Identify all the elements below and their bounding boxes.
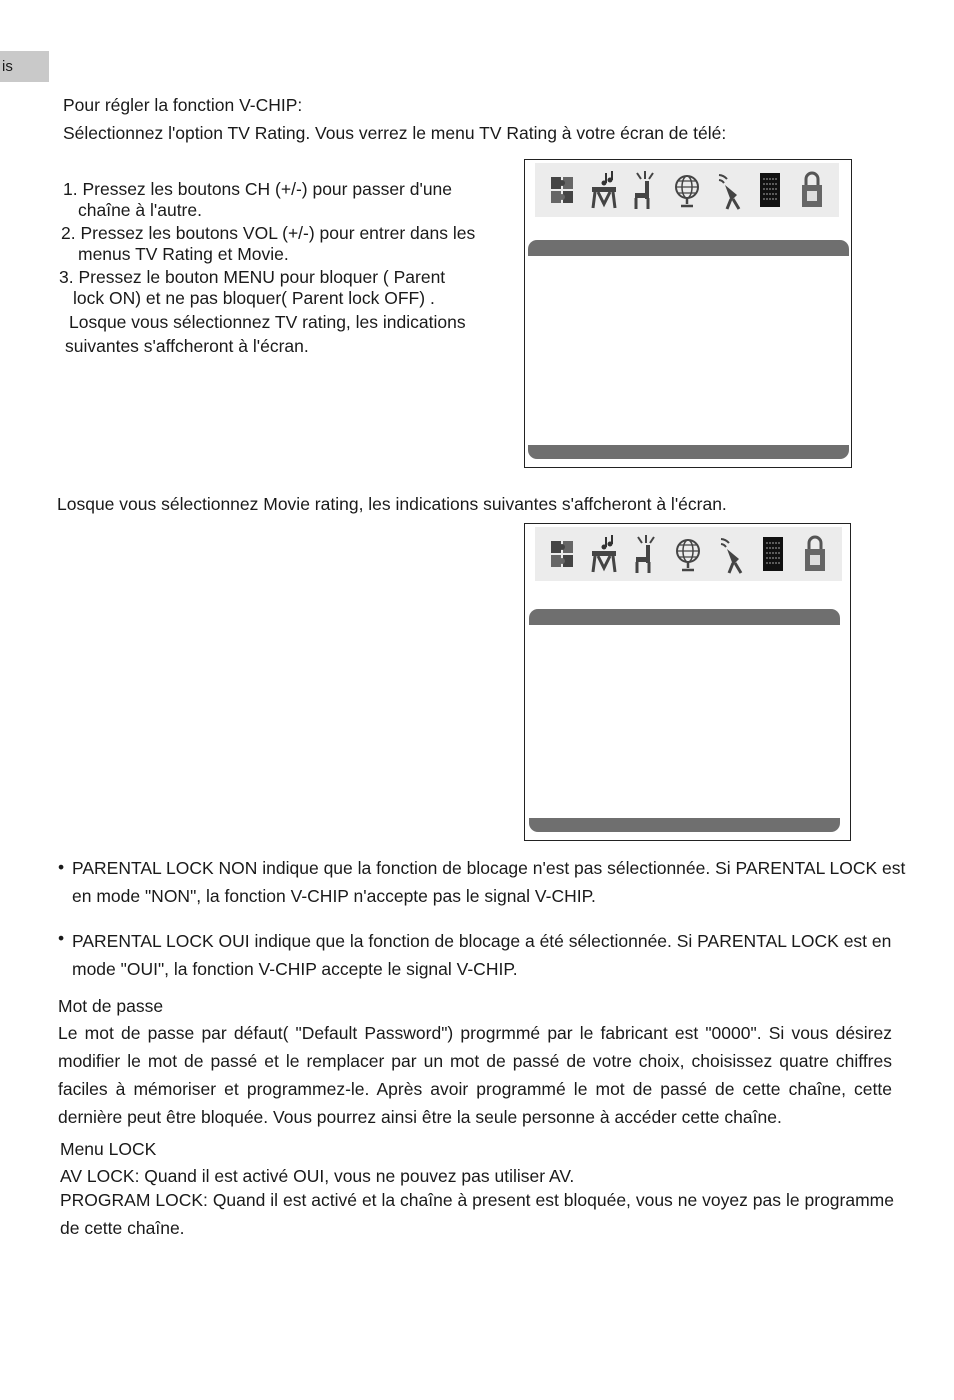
- document-icon: [759, 533, 787, 575]
- step-2-cont: menus TV Rating et Movie.: [78, 244, 289, 264]
- lock-icon: [801, 533, 829, 575]
- parental-lock-non-line2: en mode "NON", la fonction V-CHIP n'accepte pas le signal V-CHIP.: [72, 886, 596, 906]
- chair-icon: [631, 169, 659, 211]
- tv-rating-note: Losque vous sélectionnez TV rating, les indications: [69, 312, 466, 332]
- intro-line-1: Pour régler la fonction V-CHIP:: [63, 95, 303, 115]
- menu-footer-bar: [529, 818, 840, 832]
- globe-icon: [673, 169, 701, 211]
- menu-lock-heading: Menu LOCK: [60, 1139, 157, 1159]
- step-3: 3. Pressez le bouton MENU pour bloquer ( Parent: [59, 267, 446, 287]
- step-1: 1. Pressez les boutons CH (+/-) pour passer d'une: [63, 179, 453, 199]
- password-heading: Mot de passe: [58, 996, 164, 1016]
- globe-icon: [674, 533, 702, 575]
- menu-icon-bar: [535, 527, 842, 581]
- menu-icon-bar: [535, 163, 839, 217]
- puzzle-icon: [548, 169, 576, 211]
- step-2: 2. Pressez les boutons VOL (+/-) pour entrer dans les: [61, 223, 476, 243]
- av-lock-text: AV LOCK: Quand il est activé OUI, vous ne pouvez pas utiliser AV.: [60, 1166, 575, 1186]
- intro-line-2: Sélectionnez l'option TV Rating. Vous verrez le menu TV Rating à votre écran de télé:: [63, 123, 727, 143]
- lock-icon: [798, 169, 826, 211]
- satellite-dish-icon: [715, 169, 743, 211]
- movie-rating-screen: [524, 523, 851, 841]
- program-lock-text: PROGRAM LOCK: Quand il est activé et la chaîne à present est bloquée, vous ne voyez pas le programme de cette chaîne.: [60, 1190, 894, 1238]
- step-1-cont: chaîne à l'autre.: [78, 200, 202, 220]
- parental-lock-oui-line2: mode "OUI", la fonction V-CHIP accepte le signal V-CHIP.: [72, 959, 518, 979]
- tv-rating-note-cont: suivantes s'affcheront à l'écran.: [65, 336, 309, 356]
- music-table-icon: [590, 169, 618, 211]
- menu-header-bar: [528, 240, 849, 256]
- puzzle-icon: [548, 533, 576, 575]
- password-body: Le mot de passe par défaut( "Default Password") progrmmé par le fabricant est "0000". Si vous désirez modifier le mot de passé et le remplacer par un mot de passé de votre choix, choisissez quatre chiffres faciles à mémoriser et programmez-le. Après avoir programmé le mot de passé de cette chaîne, cette dernière peut être bloquée. Vous pourrez ainsi être la seule personne à accéder cette chaîne.: [58, 1023, 892, 1127]
- chair-icon: [632, 533, 660, 575]
- bullet-dot: •: [58, 857, 65, 877]
- bullet-dot: •: [58, 928, 65, 948]
- satellite-dish-icon: [717, 533, 745, 575]
- language-tab: is: [0, 51, 49, 82]
- document-icon: [756, 169, 784, 211]
- tv-rating-screen: [524, 159, 852, 468]
- movie-rating-intro: Losque vous sélectionnez Movie rating, les indications suivantes s'affcheront à l'écran.: [57, 494, 727, 514]
- parental-lock-oui-line1: PARENTAL LOCK OUI indique que la fonction de blocage a été sélectionnée. Si PARENTAL LOCK est en: [72, 931, 892, 951]
- music-table-icon: [590, 533, 618, 575]
- parental-lock-non-line1: PARENTAL LOCK NON indique que la fonction de blocage n'est pas sélectionnée. Si PARENTAL LOCK est: [72, 858, 906, 878]
- step-3-cont: lock ON) et ne pas bloquer( Parent lock OFF) .: [73, 288, 435, 308]
- menu-header-bar: [529, 609, 840, 625]
- menu-footer-bar: [528, 445, 849, 459]
